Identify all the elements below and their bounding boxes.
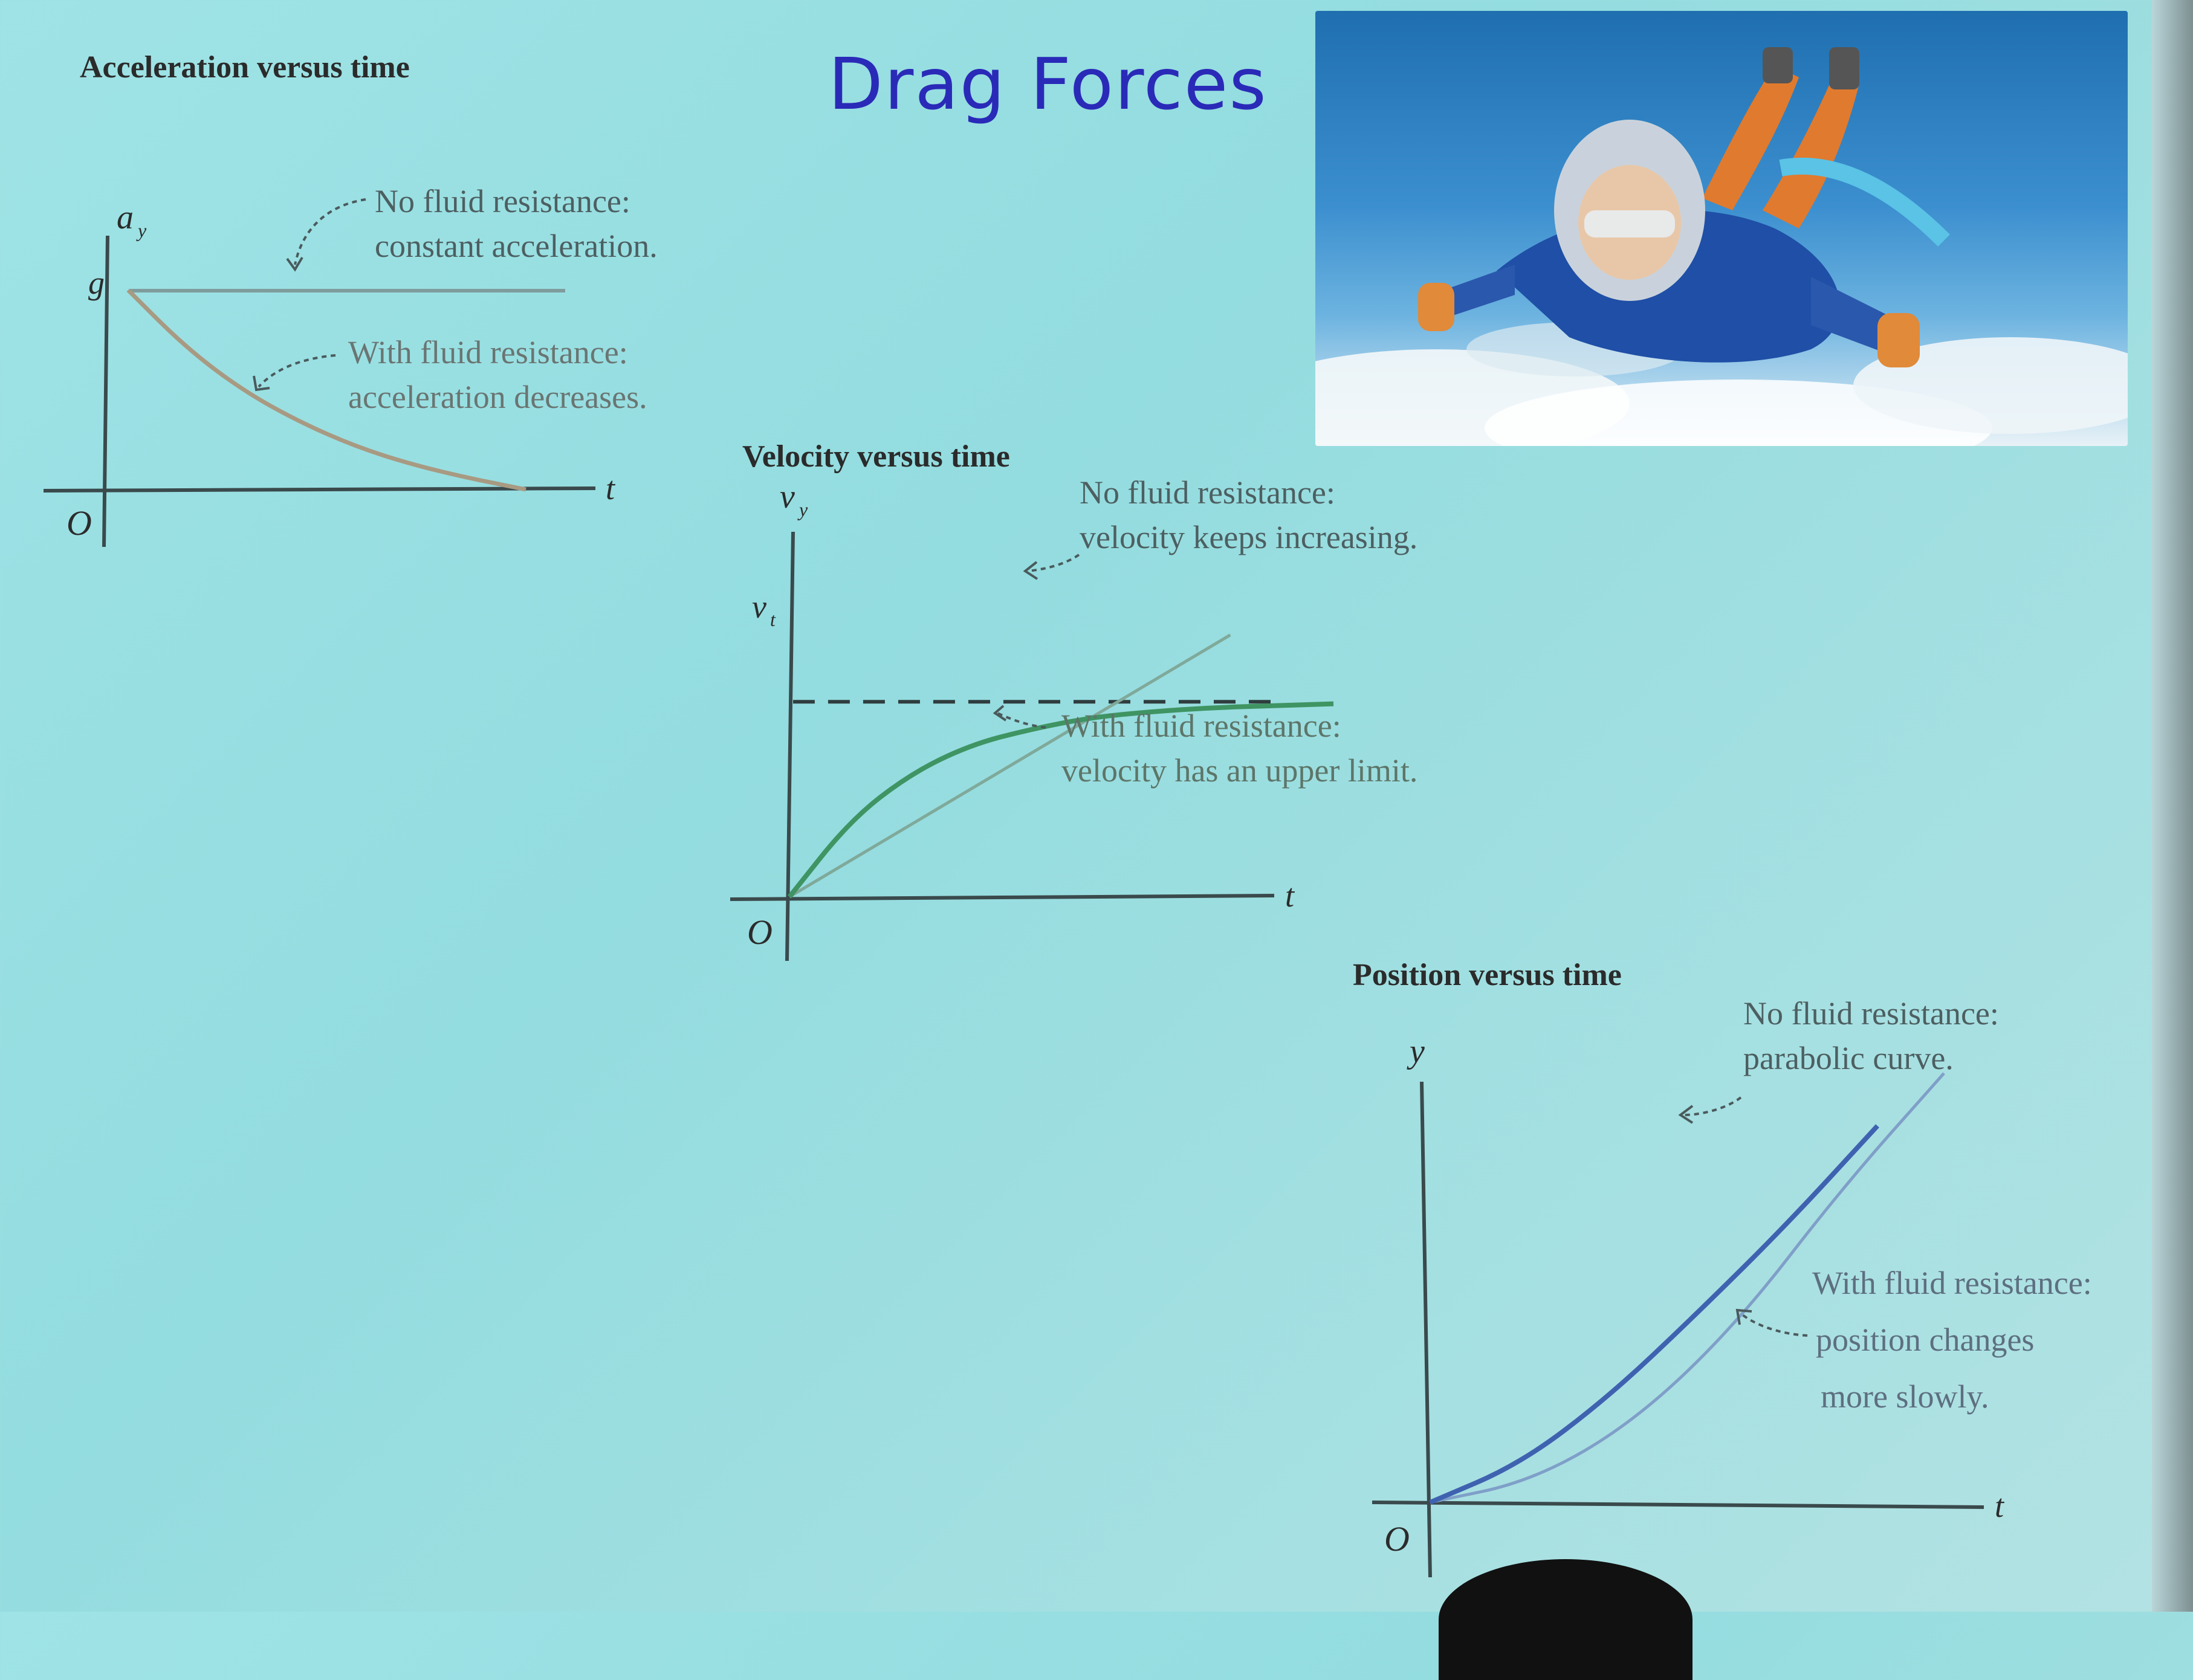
position-x-axis (1372, 1502, 1984, 1507)
position-y-axis-label: y (1410, 1033, 1425, 1070)
position-drag-curve (1430, 1126, 1877, 1502)
velocity-origin-label: O (747, 913, 773, 952)
position-chart-title: Position versus time (1353, 958, 1622, 992)
accel-annot-no-drag-line-2: constant acceleration. (375, 228, 658, 264)
velocity-y-axis-label: v (780, 478, 795, 515)
velocity-vt-tick-subscript: t (770, 609, 776, 630)
velocity-annot-drag-line-2: velocity has an upper limit. (1061, 752, 1418, 789)
position-x-axis-label: t (1995, 1488, 2004, 1524)
audience-head-shadow (1439, 1559, 1693, 1680)
projector-screen-edge (2152, 0, 2193, 1612)
position-annot-no-drag-line-2: parabolic curve. (1743, 1040, 1954, 1076)
accel-origin-label: O (66, 503, 92, 543)
accel-g-tick-label: g (88, 265, 105, 301)
accel-chart-title: Acceleration versus time (80, 50, 410, 85)
position-annot-no-drag-line-1: No fluid resistance: (1743, 995, 1999, 1032)
position-annot-drag (1812, 1255, 2092, 1425)
accel-annot-drag-line-1: With fluid resistance: (348, 334, 628, 370)
accel-annot-no-drag-line-1: No fluid resistance: (375, 183, 630, 219)
accel-y-axis-subscript: y (138, 219, 147, 241)
position-annot-drag-line-3: more slowly. (1821, 1378, 1989, 1415)
velocity-annot-drag-line-1: With fluid resistance: (1061, 708, 1341, 744)
accel-annot-drag-line-2: acceleration decreases. (348, 379, 647, 415)
velocity-annot-no-drag-line-1: No fluid resistance: (1080, 474, 1335, 511)
accel-x-axis-label: t (606, 470, 615, 506)
position-annot-no-drag (1743, 991, 1999, 1081)
accel-y-axis-label: a (117, 199, 134, 236)
velocity-annot-no-drag-line-2: velocity keeps increasing. (1080, 519, 1418, 555)
slide-title: Drag Forces (828, 42, 1268, 126)
velocity-vt-tick-label: v (752, 589, 766, 625)
position-annot-drag-line-2: position changes (1816, 1322, 2035, 1358)
position-origin-label: O (1384, 1519, 1410, 1559)
position-annot-drag-line-1: With fluid resistance: (1812, 1265, 2092, 1301)
velocity-chart-title: Velocity versus time (742, 439, 1010, 474)
position-annot-arrow-2 (1740, 1313, 1807, 1336)
velocity-x-axis-label: t (1285, 877, 1295, 914)
velocity-y-axis-subscript: y (799, 499, 808, 520)
